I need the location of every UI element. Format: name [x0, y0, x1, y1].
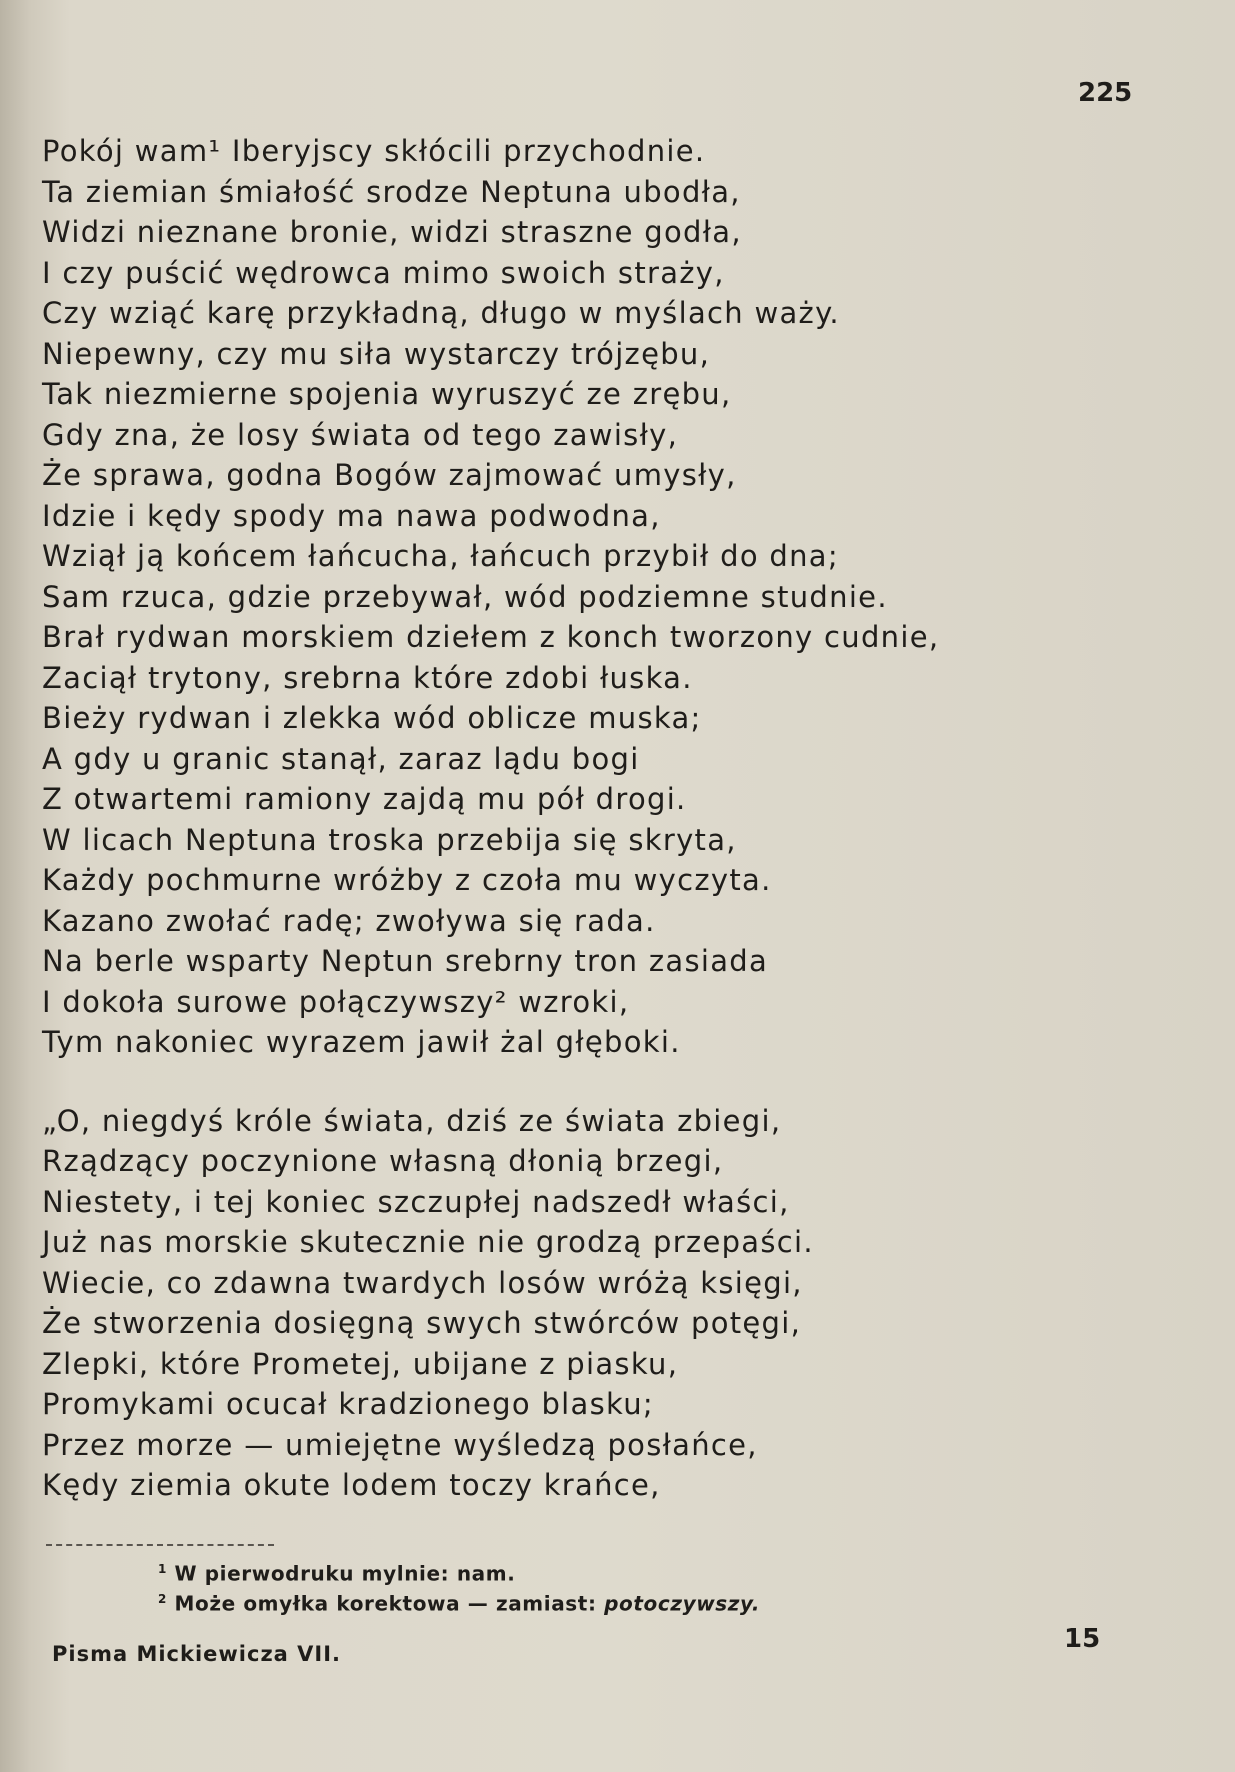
verse-line: I dokoła surowe połączywszy² wzroki,: [42, 984, 630, 1019]
verse-line: Że sprawa, godna Bogów zajmować umysły,: [42, 458, 737, 492]
footnotes: [158, 1557, 760, 1616]
verse-line: Każdy pochmurne wróżby z czoła mu wyczyta.: [42, 863, 772, 897]
verse-line: Kędy ziemia okute lodem toczy krańce,: [42, 1468, 661, 1502]
verse-line: Tym nakoniec wyrazem jawił żal głęboki.: [42, 1025, 681, 1059]
poem-body: [42, 131, 1122, 1506]
verse-line: Wiecie, co zdawna twardych losów wróżą księgi,: [42, 1265, 803, 1300]
footnote: [158, 1587, 760, 1617]
verse-line: Wziął ją końcem łańcucha, łańcuch przybił do dna;: [42, 539, 839, 573]
verse-line: I czy puścić wędrowca mimo swoich straży,: [42, 255, 725, 290]
verse-line: Że stworzenia dosięgną swych stwórców potęgi,: [42, 1306, 802, 1340]
verse-line: Pokój wam¹ Iberyjscy skłócili przychodnie.: [42, 134, 706, 168]
verse-line: Sam rzuca, gdzie przebywał, wód podziemne studnie.: [42, 579, 888, 614]
footnote-marker: 2: [158, 1591, 167, 1606]
verse-line: Zlepki, które Prometej, ubijane z piasku,: [42, 1346, 679, 1381]
verse-line: Bieży rydwan i zlekka wód oblicze muska;: [42, 701, 702, 735]
footnote: [158, 1557, 760, 1587]
verse-line: Ta ziemian śmiałość srodze Neptuna ubodła,: [42, 174, 741, 209]
verse-line: Gdy zna, że losy świata od tego zawisły,: [42, 417, 679, 452]
verse-line: Brał rydwan morskiem dziełem z konch tworzony cudnie,: [42, 620, 940, 654]
footnote-text: W pierwodruku mylnie: nam.: [166, 1561, 516, 1586]
verse-line: Już nas morskie skutecznie nie grodzą przepaści.: [42, 1225, 814, 1259]
verse-line: Przez morze — umiejętne wyśledzą posłańce,: [42, 1427, 758, 1462]
footnote-text: Może omyłka korektowa — zamiast:: [166, 1591, 605, 1616]
verse-line: Widzi nieznane bronie, widzi straszne godła,: [42, 215, 742, 249]
verse-line: Kazano zwołać radę; zwoływa się rada.: [42, 903, 656, 938]
stanza-gap: [42, 1063, 1122, 1101]
verse-line: Promykami ocucał kradzionego blasku;: [42, 1387, 654, 1421]
verse-line: W licach Neptuna troska przebija się skryta,: [42, 822, 737, 857]
verse-line: Z otwartemi ramiony zajdą mu pół drogi.: [42, 782, 687, 816]
verse-line: Rządzący poczynione własną dłonią brzegi,: [42, 1144, 724, 1178]
page-number: 225: [1078, 78, 1133, 108]
signature-mark: 15: [1064, 1624, 1101, 1654]
verse-line: Idzie i kędy spody ma nawa podwodna,: [42, 498, 661, 533]
verse-line: A gdy u granic stanął, zaraz lądu bogi: [42, 741, 640, 776]
footnote-italic: potoczywszy.: [604, 1591, 761, 1616]
verse-line: Na berle wsparty Neptun srebrny tron zasiada: [42, 944, 769, 978]
verse-line: Czy wziąć karę przykładną, długo w myślach waży.: [42, 296, 840, 330]
verse-line: Tak niezmierne spojenia wyruszyć ze zrębu,: [42, 377, 732, 411]
footnote-divider: [46, 1544, 274, 1546]
verse-line: Zaciął trytony, srebrna które zdobi łuska.: [42, 660, 693, 695]
printer-signature: Pisma Mickiewicza VII.: [52, 1642, 342, 1666]
verse-line: „O, niegdyś króle świata, dziś ze świata zbiegi,: [42, 1103, 782, 1138]
verse-line: Niestety, i tej koniec szczupłej nadszedł właści,: [42, 1184, 790, 1219]
verse-line: Niepewny, czy mu siła wystarczy trójzębu,: [42, 336, 711, 371]
footnote-marker: 1: [158, 1562, 167, 1576]
